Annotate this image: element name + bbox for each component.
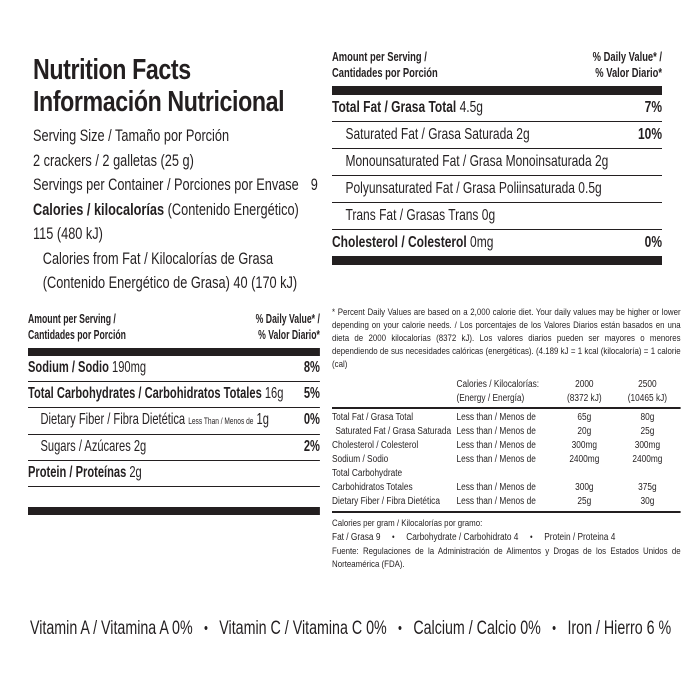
calories-from-fat-line2: (Contenido Energético de Grasa) 40 (170 kJ)	[42, 273, 298, 292]
table-divider	[332, 511, 681, 513]
serving-size-value: 2 crackers / 2 galletas (25 g)	[33, 150, 194, 170]
daily-value-percent: 2%	[303, 438, 320, 456]
calories-per-gram	[332, 517, 681, 545]
nutrient-amount: 2g	[516, 126, 530, 143]
nutrient-text	[28, 382, 304, 407]
vitamin-item: Vitamin C / Vitamina C 0%	[219, 618, 387, 639]
servings-per-container-label: Servings per Container / Porciones por Envase	[33, 175, 299, 194]
reference-condition: Less than / Menos de	[456, 496, 536, 507]
fat-panel-header	[332, 50, 662, 86]
daily-value-percent: 5%	[303, 384, 320, 402]
daily-value-label: % Daily Value* / % Valor Diario*	[255, 312, 320, 342]
calories-line	[33, 198, 333, 223]
daily-value-percent: 10%	[637, 126, 662, 143]
nutrient-text	[332, 122, 638, 148]
reference-row	[332, 411, 681, 425]
reference-condition: Less than / Menos de	[456, 412, 536, 423]
amount-per-serving-label: Amount per Serving / Cantidades por Porción	[332, 50, 438, 80]
reference-row	[332, 495, 681, 509]
col-2500-header: 2500 (10465 kJ)	[627, 379, 668, 404]
reference-row	[332, 439, 681, 453]
calories-note: (Contenido Energético)	[167, 199, 299, 219]
fat-rows	[332, 95, 662, 256]
reference-label: Dietary Fiber / Fibra Dietética	[332, 496, 440, 507]
bullet-separator: •	[398, 620, 402, 637]
reference-condition: Less than / Menos de	[456, 454, 536, 465]
reference-value-2500: 25g	[640, 426, 655, 437]
servings-per-container	[33, 173, 333, 198]
title-english: Nutrition Facts	[33, 54, 191, 86]
nutrient-label: Polyunsaturated Fat / Grasa Poliinsaturada	[345, 180, 575, 197]
serving-info	[33, 124, 333, 296]
calories-value: 115 (480 kJ)	[33, 224, 103, 243]
source-note: Fuente: Regulaciones de la Administración de Alimentos y Drogas de los Estados Unidos de Norteamérica (FDA).	[332, 546, 681, 570]
table-divider	[332, 407, 681, 409]
nutrient-row	[332, 230, 662, 256]
servings-per-container-value: 9	[310, 175, 318, 194]
nutrient-amount: 1g	[256, 410, 269, 428]
nutrient-row	[332, 203, 662, 230]
reference-condition: Less than / Menos de	[456, 482, 536, 493]
calories-per-gram-item: Carbohydrate / Carbohidrato 4	[406, 532, 519, 543]
label-header-section	[33, 54, 333, 296]
nutrient-text	[332, 230, 645, 256]
nutrient-row	[332, 122, 662, 149]
vitamins-row	[30, 616, 675, 642]
reference-value-2000: 65g	[577, 412, 592, 423]
reference-value-2000: 20g	[577, 426, 592, 437]
reference-label: Total Fat / Grasa Total	[332, 412, 414, 423]
nutrient-text	[28, 435, 304, 460]
calories-per-gram-label: Calories per gram / Kilocalorías por gramo:	[332, 518, 483, 529]
reference-label: Sodium / Sodio	[332, 454, 389, 465]
vitamin-item: Iron / Hierro 6 %	[567, 618, 672, 639]
nutrient-label: Trans Fat / Grasas Trans	[345, 207, 479, 224]
bullet-separator: •	[552, 620, 557, 637]
thick-divider-bar	[332, 256, 662, 265]
nutrient-row	[28, 382, 320, 408]
nutrient-label: Sodium / Sodio	[28, 359, 109, 376]
reference-value-2000: 300g	[575, 482, 594, 493]
nutrient-row	[332, 95, 662, 122]
daily-value-percent: 7%	[644, 99, 662, 116]
nutrient-row	[28, 408, 320, 436]
nutrient-row	[28, 461, 320, 487]
reference-row	[332, 425, 681, 439]
nutrient-amount: 0.5g	[578, 180, 602, 197]
nutrient-amount: 190mg	[112, 359, 147, 376]
nutrient-label: Dietary Fiber / Fibra Dietética	[40, 410, 186, 428]
serving-size-label: Serving Size / Tamaño por Porción	[33, 126, 230, 145]
reference-label: Cholesterol / Colesterol	[332, 440, 419, 451]
nutrient-label: Total Carbohydrates / Carbohidratos Totales	[28, 384, 262, 402]
calories-per-gram-item: Protein / Proteina 4	[544, 532, 616, 543]
reference-row	[332, 453, 681, 467]
daily-value-percent: 0%	[303, 410, 320, 428]
reference-value-2500: 30g	[640, 496, 655, 507]
reference-value-2000: 2400mg	[569, 454, 600, 465]
reference-value-2500: 80g	[640, 412, 655, 423]
reference-condition: Less than / Menos de	[456, 426, 536, 437]
calories-per-gram-items	[332, 530, 681, 545]
nutrient-label: Total Fat / Grasa Total	[332, 99, 457, 116]
nutrient-amount: 2g	[594, 153, 609, 170]
nutrient-text	[332, 176, 662, 202]
reference-value-2000: 25g	[577, 496, 592, 507]
nutrient-row	[332, 149, 662, 176]
footnote-section	[332, 306, 682, 571]
reference-value-2500: 375g	[638, 482, 657, 493]
nutrient-label: Monounsaturated Fat / Grasa Monoinsaturada	[345, 153, 592, 170]
thick-divider-bar	[28, 348, 320, 356]
thick-divider-bar	[332, 86, 662, 95]
nutrient-row	[28, 435, 320, 461]
bullet-separator: •	[392, 532, 395, 542]
reference-value-2000: 300mg	[571, 440, 598, 451]
reference-row	[332, 467, 681, 495]
nutrient-qualifier: Less Than / Menos de	[188, 415, 254, 427]
nutrient-label: Sugars / Azúcares	[40, 438, 131, 456]
calories-per-gram-item: Fat / Grasa 9	[332, 532, 381, 543]
nutrient-label: Cholesterol / Colesterol	[332, 234, 467, 251]
nutrient-text	[332, 95, 645, 121]
nutrient-amount: 0mg	[470, 234, 494, 251]
nutrient-row	[28, 356, 320, 382]
nutrient-row	[332, 176, 662, 203]
daily-value-percent: 0%	[644, 234, 662, 251]
nutrient-text	[332, 203, 662, 229]
nutrient-amount: 2g	[129, 464, 142, 482]
nutrient-label: Saturated Fat / Grasa Saturada	[345, 126, 513, 143]
bullet-separator: •	[204, 620, 208, 637]
reference-label: Total Carbohydrate Carbohidratos Totales	[332, 468, 413, 493]
carb-panel-header	[28, 312, 320, 348]
reference-value-2500: 2400mg	[632, 454, 663, 465]
nutrient-text	[28, 461, 320, 486]
daily-value-percent: 8%	[303, 359, 320, 376]
nutrient-text	[28, 356, 304, 381]
calories-label: Calories / kilocalorías	[33, 199, 165, 219]
col-2000-header: 2000 (8372 kJ)	[567, 379, 602, 404]
carb-panel	[28, 312, 320, 515]
table-header-row	[332, 378, 681, 406]
calories-column-header: Calories / Kilocalorías: (Energy / Energía)	[456, 379, 540, 404]
bullet-separator: •	[530, 532, 533, 542]
reference-table-rows	[332, 411, 681, 509]
title-spanish: Información Nutricional	[33, 86, 285, 118]
vitamin-item: Calcium / Calcio 0%	[413, 618, 541, 639]
amount-per-serving-label: Amount per Serving / Cantidades por Porción	[28, 312, 126, 342]
reference-values-table	[332, 378, 681, 513]
thick-divider-bar	[28, 507, 320, 515]
calories-from-fat-line1: Calories from Fat / Kilocalorías de Grasa	[42, 248, 274, 268]
vitamin-item: Vitamin A / Vitamina A 0%	[30, 618, 193, 639]
reference-condition: Less than / Menos de	[456, 440, 536, 451]
nutrient-amount: 0g	[481, 207, 496, 224]
carb-rows	[28, 356, 320, 487]
daily-values-footnote: * Percent Daily Values are based on a 2,000 calorie diet. Your daily values may be higher or lower depending on your calorie needs. / Los porcentajes de los Valores Diarios están basados en una dieta de 2000 kilocalorías (8372 kJ). Los valores diarios pueden ser mayores o menores dependiendo de sus necesidades calóricas (energéticas). (4.189 kJ = 1 kcal (kilocaloría) = 1 calorie (cal)	[332, 307, 681, 370]
nutrient-amount: 2g	[133, 438, 147, 456]
nutrient-text	[28, 408, 304, 435]
nutrient-label: Protein / Proteínas	[28, 464, 127, 482]
label-title	[33, 54, 321, 118]
fat-panel	[332, 50, 662, 265]
reference-label: Saturated Fat / Grasa Saturada	[335, 426, 452, 437]
nutrient-amount: 16g	[264, 384, 284, 402]
daily-value-label: % Daily Value* / % Valor Diario*	[592, 50, 662, 80]
nutrient-amount: 4.5g	[459, 99, 483, 116]
nutrient-text	[332, 149, 662, 175]
reference-value-2500: 300mg	[634, 440, 661, 451]
